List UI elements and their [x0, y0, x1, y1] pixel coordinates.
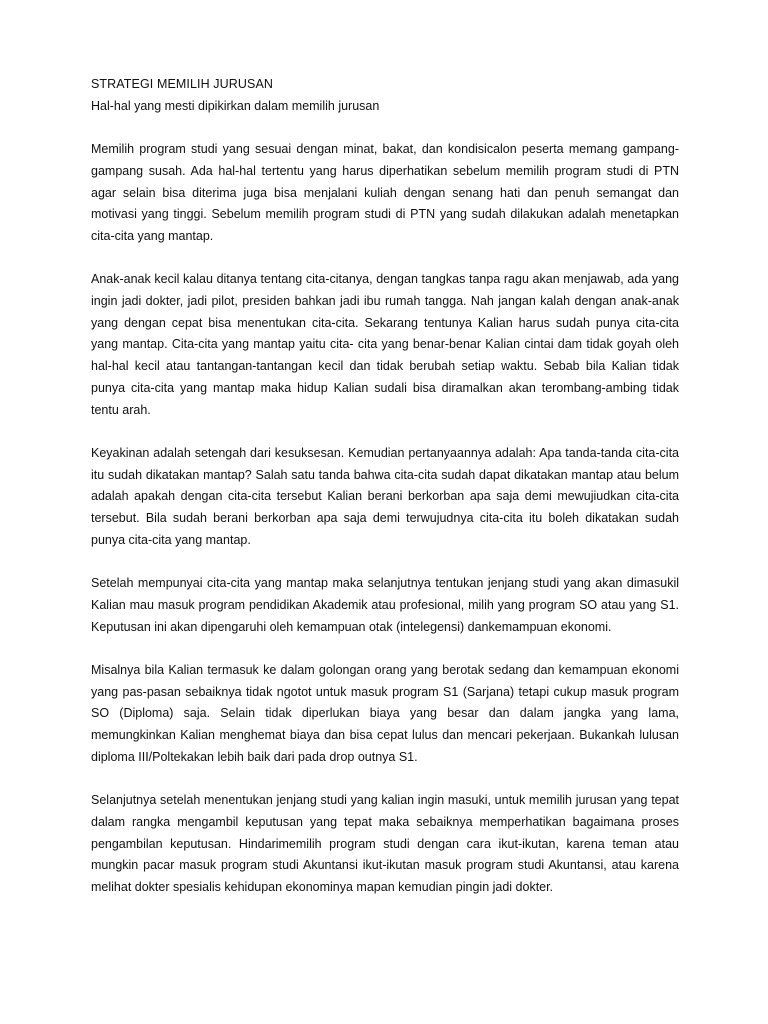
paragraph: Selanjutnya setelah menentukan jenjang studi yang kalian ingin masuki, untuk memilih jurusan yang tepat dalam rangka mengambil keputusan yang tepat maka sebaiknya memperhatikan bagaimana proses pengambilan keputusan. Hindarimemilih program studi dengan cara ikut-ikutan, karena teman atau mungkin pacar masuk program studi Akuntansi ikut-ikutan masuk program studi Akuntansi, atau karena melihat dokter spesialis kehidupan ekonominya mapan kemudian pingin jadi dokter.	[91, 793, 679, 894]
paragraph: Misalnya bila Kalian termasuk ke dalam golongan orang yang berotak sedang dan kemampuan ekonomi yang pas-pasan sebaiknya tidak ngotot untuk masuk program S1 (Sarjana) tetapi cukup masuk program SO (Diploma) saja. Selain tidak diperlukan biaya yang besar dan dalam jangka yang lama, memungkinkan Kalian menghemat biaya dan bisa cepat lulus dan mencari pekerjaan. Bukankah lulusan diploma III/Poltekakan lebih baik dari pada drop outnya S1.	[91, 662, 679, 764]
document-body	[91, 74, 679, 899]
document-title: STRATEGI MEMILIH JURUSAN	[91, 77, 274, 91]
document-subtitle: Hal-hal yang mesti dipikirkan dalam memilih jurusan	[91, 98, 380, 113]
paragraph: Keyakinan adalah setengah dari kesuksesan. Kemudian pertanyaannya adalah: Apa tanda-tanda cita-cita itu sudah dikatakan mantap? Salah satu tanda bahwa cita-cita sudah dapat dikatakan mantap atau belum adalah apakah dengan cita-cita tersebut Kalian berani berkorban apa saja demi mewujiudkan cita-cita tersebut. Bila sudah berani berkorban apa saja demi terwujudnya cita-cita itu boleh dikatakan sudah punya cita-cita yang mantap.	[91, 445, 679, 547]
paragraph: Anak-anak kecil kalau ditanya tentang cita-citanya, dengan tangkas tanpa ragu akan menjawab, ada yang ingin jadi dokter, jadi pilot, presiden bahkan jadi ibu rumah tangga. Nah jangan kalah dengan anak-anak yang dengan cepat bisa menentukan cita-cita. Sekarang tentunya Kalian harus sudah punya cita-cita yang mantap. Cita-cita yang mantap yaitu cita- cita yang benar-benar Kalian cintai dam tidak goyah oleh hal-hal kecil atau tantangan-tantangan kecil dan tidak berubah setiap waktu. Sebab bila Kalian tidak punya cita-cita yang mantap maka hidup Kalian sudali bisa diramalkan akan terombang-ambing tidak tentu arah.	[91, 272, 679, 417]
paragraph: Setelah mempunyai cita-cita yang mantap maka selanjutnya tentukan jenjang studi yang akan dimasukil Kalian mau masuk program pendidikan Akademik atau profesional, milih yang program SO atau yang S1. Keputusan ini akan dipengaruhi oleh kemampuan otak (intelegensi) dankemampuan ekonomi.	[91, 576, 679, 634]
paragraph: Memilih program studi yang sesuai dengan minat, bakat, dan kondisicalon peserta memang gampang-gampang susah. Ada hal-hal tertentu yang harus diperhatikan sebelum memilih program studi di PTN agar selain bisa diterima juga bisa menjalani kuliah dengan senang hati dan penuh semangat dan motivasi yang tinggi. Sebelum memilih program studi di PTN yang sudah dilakukan adalah menetapkan cita-cita yang mantap.	[91, 142, 679, 243]
